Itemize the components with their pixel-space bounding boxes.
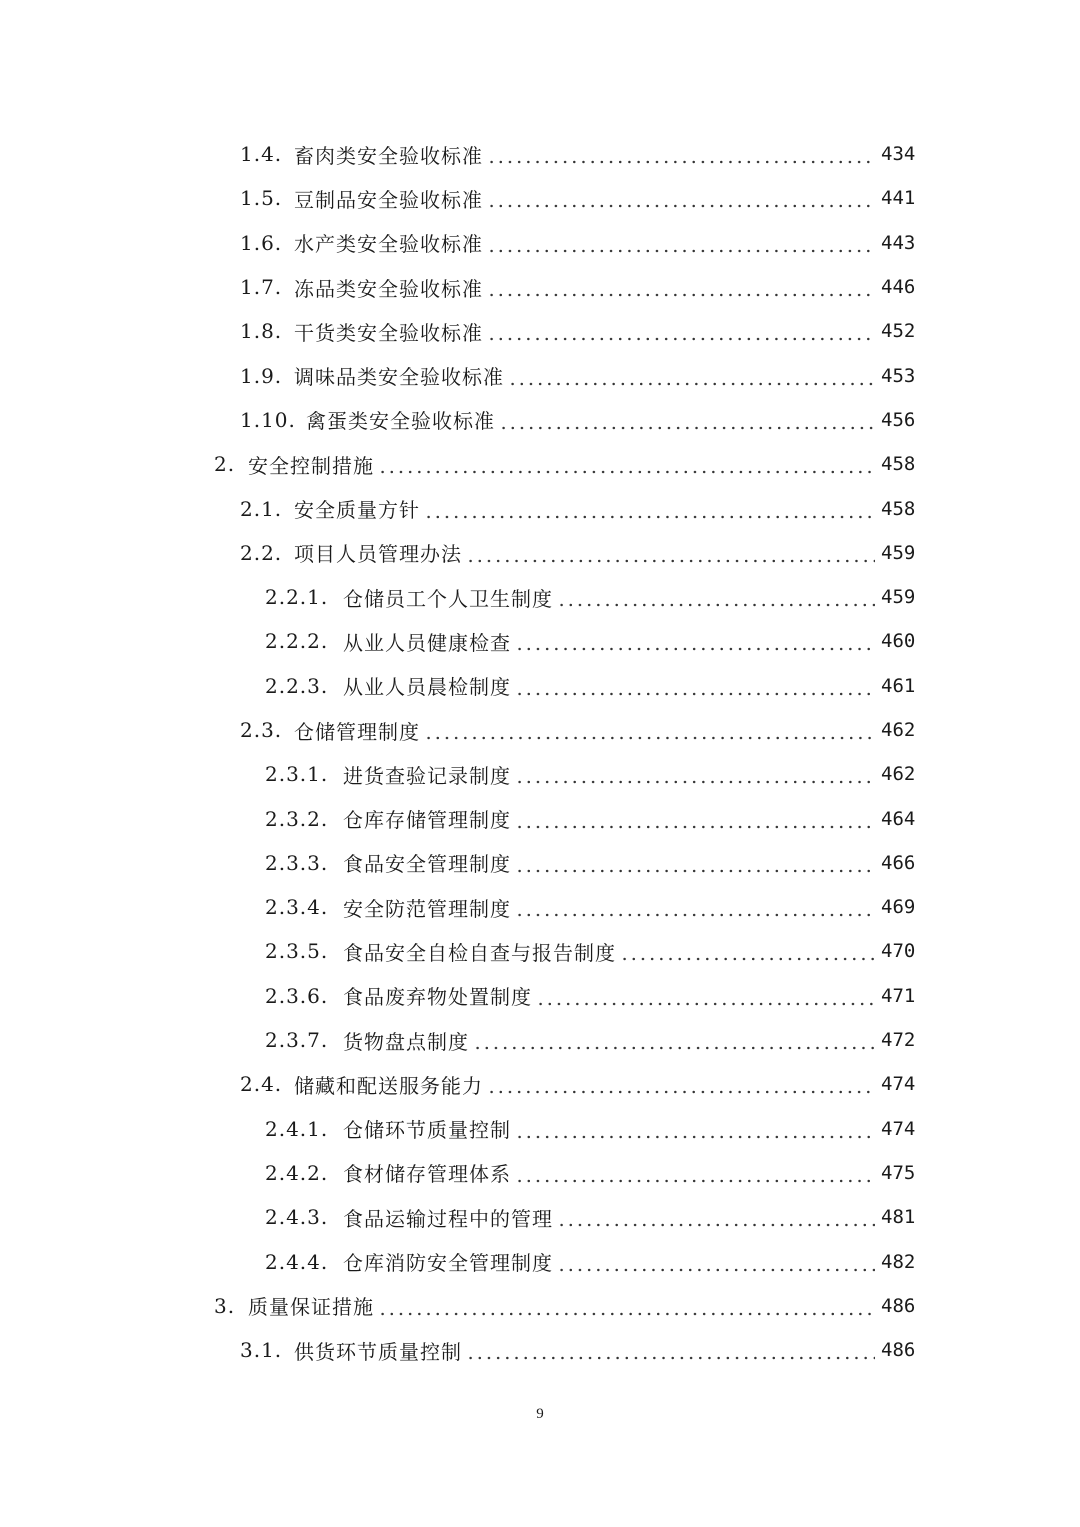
toc-entry-page: 453: [881, 364, 916, 387]
toc-dot-leader: [515, 766, 875, 786]
toc-entry[interactable]: [0, 1062, 1080, 1106]
toc-entry-number: 2.2.: [240, 540, 283, 565]
toc-entry-title: 冻品类安全验收标准: [294, 276, 483, 301]
toc-entry[interactable]: [0, 442, 1080, 486]
toc-entry-page: 452: [881, 320, 916, 343]
toc-entry-number: 2.3.1.: [265, 762, 329, 787]
toc-dot-leader: [515, 855, 875, 875]
toc-entry-number: 2.2.2.: [265, 629, 329, 654]
table-of-contents: [0, 132, 1080, 1372]
toc-entry[interactable]: [0, 309, 1080, 353]
toc-dot-leader: [466, 1342, 875, 1362]
toc-entry-number: 2.3.5.: [265, 939, 329, 964]
toc-entry-page: 474: [881, 1117, 916, 1140]
toc-entry-page: 456: [881, 408, 916, 431]
toc-entry[interactable]: [0, 974, 1080, 1018]
toc-entry-page: 482: [881, 1250, 916, 1273]
toc-entry-number: 2.1.: [240, 496, 283, 521]
toc-entry-page: 466: [881, 851, 916, 874]
toc-dot-leader: [508, 368, 875, 388]
toc-entry-page: 462: [881, 763, 916, 786]
toc-dot-leader: [515, 811, 875, 831]
toc-entry-title: 畜肉类安全验收标准: [294, 143, 483, 168]
toc-entry-title: 禽蛋类安全验收标准: [306, 409, 495, 434]
toc-entry-title: 安全防范管理制度: [343, 896, 511, 921]
toc-entry[interactable]: [0, 841, 1080, 885]
toc-dot-leader: [557, 1254, 875, 1274]
toc-entry-number: 3.: [214, 1293, 236, 1318]
toc-entry-title: 安全质量方针: [294, 498, 420, 523]
toc-entry-page: 461: [881, 674, 916, 697]
toc-entry-page: 474: [881, 1073, 916, 1096]
toc-dot-leader: [515, 678, 875, 698]
toc-entry-number: 2.4.2.: [265, 1160, 329, 1185]
toc-dot-leader: [473, 1032, 875, 1052]
toc-entry-title: 食品安全管理制度: [343, 852, 511, 877]
toc-entry[interactable]: [0, 1284, 1080, 1328]
toc-entry[interactable]: [0, 176, 1080, 220]
toc-entry-title: 仓库消防安全管理制度: [343, 1251, 553, 1276]
toc-dot-leader: [620, 943, 875, 963]
toc-entry[interactable]: [0, 929, 1080, 973]
toc-entry-page: 475: [881, 1161, 916, 1184]
toc-dot-leader: [515, 1165, 875, 1185]
toc-entry-title: 储藏和配送服务能力: [294, 1073, 483, 1098]
toc-entry-title: 供货环节质量控制: [294, 1339, 462, 1364]
toc-entry-number: 1.8.: [240, 319, 283, 344]
page-number: 9: [536, 1406, 544, 1422]
toc-entry-number: 2.4.3.: [265, 1205, 329, 1230]
toc-dot-leader: [487, 190, 875, 210]
toc-entry-number: 2.2.1.: [265, 585, 329, 610]
toc-entry-number: 2.2.3.: [265, 673, 329, 698]
toc-entry-title: 安全控制措施: [248, 453, 374, 478]
toc-entry-number: 2.4.: [240, 1072, 283, 1097]
toc-dot-leader: [466, 545, 875, 565]
toc-dot-leader: [424, 722, 875, 742]
toc-entry-page: 486: [881, 1339, 916, 1362]
toc-entry-title: 仓储员工个人卫生制度: [343, 586, 553, 611]
toc-dot-leader: [487, 323, 875, 343]
toc-entry-page: 462: [881, 719, 916, 741]
toc-entry-number: 1.5.: [240, 186, 283, 211]
toc-entry-number: 1.7.: [240, 275, 283, 300]
toc-dot-leader: [487, 146, 875, 166]
toc-entry-title: 从业人员晨检制度: [343, 675, 511, 700]
toc-dot-leader: [378, 1298, 875, 1318]
toc-entry[interactable]: [0, 132, 1080, 176]
toc-dot-leader: [515, 1121, 875, 1141]
toc-entry-title: 从业人员健康检查: [343, 630, 511, 655]
toc-entry[interactable]: [0, 575, 1080, 619]
toc-entry-number: 1.4.: [240, 142, 283, 167]
toc-entry-number: 2.4.4.: [265, 1249, 329, 1274]
toc-entry-title: 食品废弃物处置制度: [343, 985, 532, 1010]
toc-entry-title: 仓储环节质量控制: [343, 1118, 511, 1143]
toc-entry-number: 2.3.2.: [265, 806, 329, 831]
toc-entry-page: 443: [881, 231, 916, 254]
toc-entry[interactable]: [0, 398, 1080, 442]
toc-entry[interactable]: [0, 265, 1080, 309]
toc-entry-page: 469: [881, 896, 916, 919]
toc-entry[interactable]: [0, 221, 1080, 265]
toc-entry[interactable]: [0, 486, 1080, 530]
toc-entry-number: 2.: [214, 452, 236, 477]
toc-entry-page: 446: [881, 276, 916, 299]
toc-entry-page: 459: [881, 586, 916, 609]
toc-entry[interactable]: [0, 1195, 1080, 1239]
toc-entry-title: 水产类安全验收标准: [294, 232, 483, 257]
toc-entry[interactable]: [0, 796, 1080, 840]
toc-entry-title: 项目人员管理办法: [294, 542, 462, 567]
toc-entry-number: 2.3.7.: [265, 1028, 329, 1053]
toc-entry-page: 472: [881, 1029, 916, 1052]
toc-entry-number: 2.4.1.: [265, 1116, 329, 1141]
toc-entry-title: 质量保证措施: [248, 1295, 374, 1320]
toc-dot-leader: [536, 988, 875, 1008]
toc-dot-leader: [557, 1209, 875, 1229]
toc-entry-number: 2.3.: [240, 718, 283, 742]
toc-entry-title: 货物盘点制度: [343, 1029, 469, 1054]
toc-entry-title: 食品安全自检自查与报告制度: [343, 940, 616, 965]
toc-entry-page: 481: [881, 1206, 916, 1229]
toc-entry[interactable]: [0, 885, 1080, 929]
toc-entry-number: 1.6.: [240, 230, 283, 255]
toc-dot-leader: [557, 589, 875, 609]
toc-entry-number: 1.9.: [240, 363, 283, 388]
toc-entry-page: 441: [881, 187, 916, 210]
toc-entry[interactable]: [0, 1018, 1080, 1062]
toc-entry[interactable]: [0, 353, 1080, 397]
toc-entry-page: 470: [881, 940, 916, 963]
toc-entry-number: 3.1.: [240, 1338, 283, 1363]
toc-dot-leader: [515, 899, 875, 919]
toc-entry[interactable]: [0, 1151, 1080, 1195]
toc-dot-leader: [487, 279, 875, 299]
toc-entry-page: 434: [881, 143, 916, 166]
toc-entry-page: 464: [881, 807, 916, 830]
toc-entry[interactable]: [0, 1328, 1080, 1372]
toc-entry-number: 1.10.: [240, 407, 296, 432]
toc-entry-title: 食品运输过程中的管理: [343, 1206, 553, 1231]
toc-entry-title: 进货查验记录制度: [343, 763, 511, 788]
toc-entry-page: 460: [881, 630, 916, 653]
toc-entry[interactable]: [0, 619, 1080, 663]
toc-entry-page: 458: [881, 453, 916, 476]
toc-entry-page: 458: [881, 497, 916, 520]
toc-entry-title: 仓储管理制度: [294, 719, 420, 744]
toc-entry-title: 食材储存管理体系: [343, 1162, 511, 1187]
toc-entry-number: 2.3.4.: [265, 895, 329, 920]
toc-entry-page: 459: [881, 541, 916, 564]
toc-entry[interactable]: [0, 1107, 1080, 1151]
toc-entry-title: 豆制品安全验收标准: [294, 187, 483, 212]
toc-dot-leader: [378, 456, 875, 476]
toc-entry-title: 仓库存储管理制度: [343, 808, 511, 833]
toc-dot-leader: [515, 633, 875, 653]
toc-entry[interactable]: [0, 1239, 1080, 1283]
toc-entry[interactable]: [0, 531, 1080, 575]
toc-dot-leader: [424, 501, 875, 521]
toc-entry[interactable]: [0, 664, 1080, 708]
toc-dot-leader: [499, 412, 875, 432]
toc-entry-number: 2.3.3.: [265, 850, 329, 875]
toc-dot-leader: [487, 1076, 875, 1096]
toc-entry-title: 干货类安全验收标准: [294, 320, 483, 345]
toc-dot-leader: [487, 235, 875, 255]
toc-entry[interactable]: [0, 708, 1080, 752]
toc-entry-title: 调味品类安全验收标准: [294, 365, 504, 390]
toc-entry-page: 471: [881, 984, 916, 1007]
toc-entry-number: 2.3.6.: [265, 983, 329, 1008]
toc-entry-page: 486: [881, 1294, 916, 1317]
toc-entry[interactable]: [0, 752, 1080, 796]
